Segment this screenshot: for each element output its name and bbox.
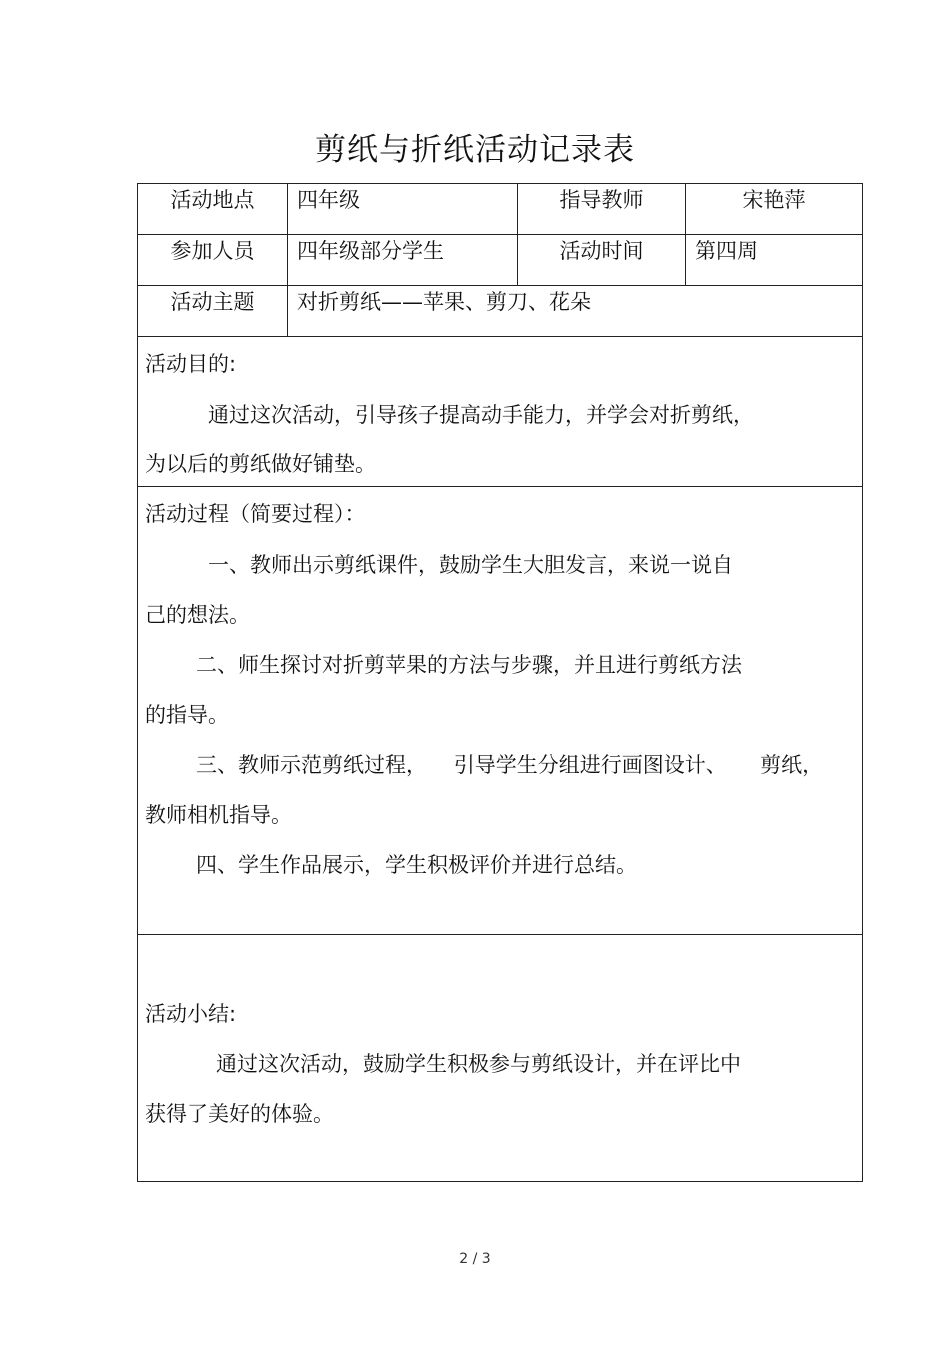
row-purpose bbox=[138, 337, 863, 487]
process-line: 三、教师示范剪纸过程， 引导学生分组进行画图设计、 剪纸， bbox=[196, 753, 824, 777]
row-place-teacher bbox=[138, 184, 863, 235]
summary-line: 获得了美好的体验。 bbox=[145, 1102, 334, 1126]
process-heading: 活动过程（简要过程）： bbox=[145, 502, 366, 526]
time-label: 活动时间 bbox=[518, 235, 686, 286]
theme-value: 对折剪纸——苹果、剪刀、花朵 bbox=[288, 286, 863, 337]
process-section bbox=[138, 487, 863, 935]
participants-value: 四年级部分学生 bbox=[288, 235, 518, 286]
row-process bbox=[138, 487, 863, 935]
row-summary bbox=[138, 935, 863, 1182]
process-line: 四、学生作品展示，学生积极评价并进行总结。 bbox=[196, 853, 637, 877]
document-title: 剪纸与折纸活动记录表 bbox=[315, 132, 635, 168]
process-line: 己的想法。 bbox=[145, 603, 250, 627]
teacher-value: 宋艳萍 bbox=[686, 184, 863, 235]
process-line: 二、师生探讨对折剪苹果的方法与步骤，并且进行剪纸方法 bbox=[196, 653, 742, 677]
process-line: 一、教师出示剪纸课件，鼓励学生大胆发言，来说一说自 bbox=[208, 553, 733, 577]
summary-section bbox=[138, 935, 863, 1182]
place-label: 活动地点 bbox=[138, 184, 288, 235]
purpose-line: 为以后的剪纸做好铺垫。 bbox=[145, 452, 376, 476]
time-value: 第四周 bbox=[686, 235, 863, 286]
process-line: 教师相机指导。 bbox=[145, 803, 292, 827]
purpose-heading: 活动目的: bbox=[145, 352, 237, 376]
summary-heading: 活动小结: bbox=[145, 1002, 237, 1026]
theme-label: 活动主题 bbox=[138, 286, 288, 337]
participants-label: 参加人员 bbox=[138, 235, 288, 286]
place-value: 四年级 bbox=[288, 184, 518, 235]
summary-line: 通过这次活动，鼓励学生积极参与剪纸设计，并在评比中 bbox=[216, 1052, 741, 1076]
process-line: 的指导。 bbox=[145, 703, 229, 727]
purpose-section bbox=[138, 337, 863, 487]
page-number: 2 / 3 bbox=[459, 1251, 491, 1267]
activity-record-table bbox=[137, 183, 863, 1182]
teacher-label: 指导教师 bbox=[518, 184, 686, 235]
purpose-line: 通过这次活动，引导孩子提高动手能力，并学会对折剪纸， bbox=[208, 403, 754, 427]
row-theme bbox=[138, 286, 863, 337]
row-participants-time bbox=[138, 235, 863, 286]
